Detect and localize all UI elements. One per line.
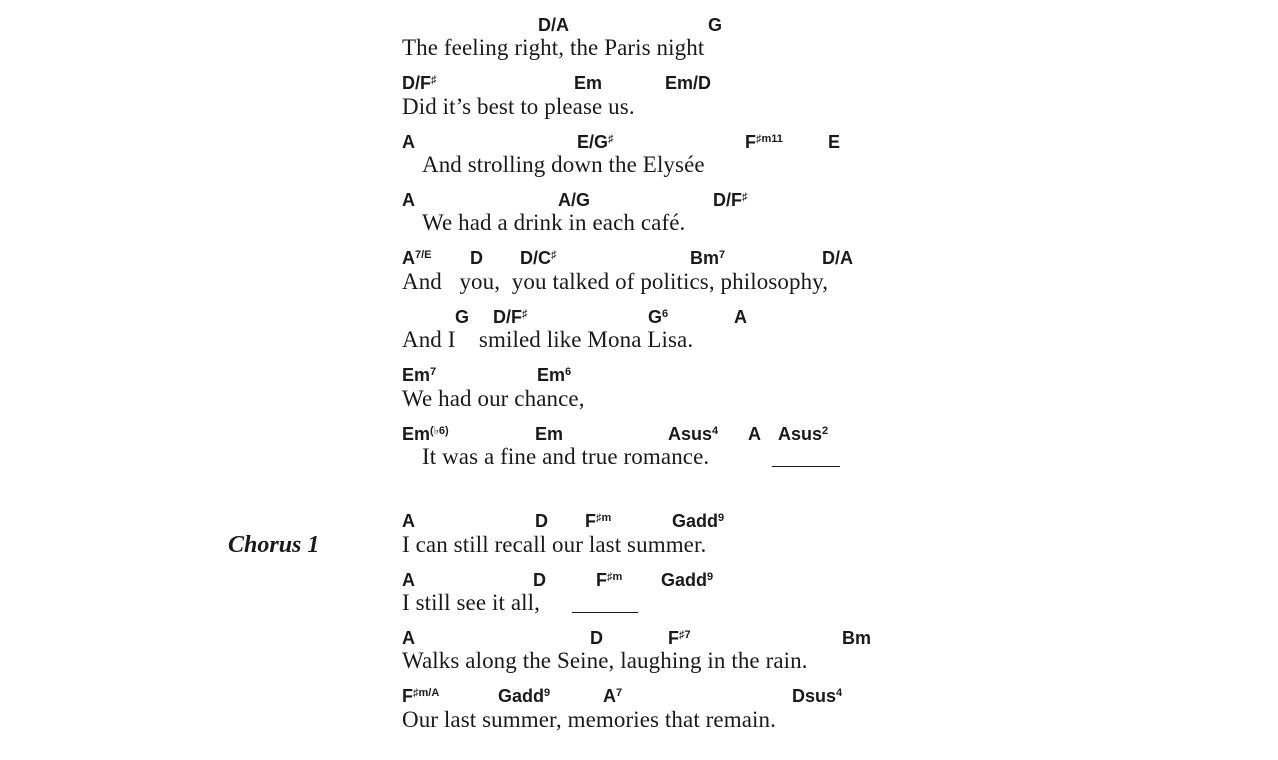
chord: A/G bbox=[558, 190, 591, 210]
chord: D/F♯ bbox=[713, 190, 748, 210]
lyric-blank-line bbox=[772, 466, 840, 467]
chord: D/F♯ bbox=[402, 73, 437, 93]
lyric-line: Our last summer, memories that remain. bbox=[402, 707, 776, 732]
chord: Em/D bbox=[665, 73, 712, 93]
chord: $A^{7/E}$ bbox=[402, 248, 432, 268]
chord: A bbox=[748, 424, 761, 444]
chord: Em$^6$ bbox=[537, 365, 572, 385]
chord: Asus$^4$ bbox=[668, 424, 719, 444]
chord: Bm bbox=[842, 628, 872, 648]
chord: Gadd$^9$ bbox=[672, 511, 725, 531]
lyric-blank-line bbox=[572, 612, 638, 613]
lyric-line: And strolling down the Elysée bbox=[422, 152, 705, 177]
lyric-line: The feeling right, the Paris night bbox=[402, 35, 705, 60]
lyric-line: And you, you talked of politics, philosophy, bbox=[402, 269, 829, 294]
lyric-line: We had our chance, bbox=[402, 386, 585, 411]
lyric-line: Walks along the Seine, laughing in the rain. bbox=[402, 648, 808, 673]
chord: $F^{♯m}$ bbox=[585, 511, 612, 531]
chord: E bbox=[828, 132, 841, 152]
chord: G bbox=[455, 307, 470, 327]
chord: A bbox=[402, 628, 415, 648]
chord: Gadd$^9$ bbox=[498, 686, 551, 706]
lyric-line: Did it’s best to please us. bbox=[402, 94, 635, 119]
chord: Gadd$^9$ bbox=[661, 570, 714, 590]
chord: Em bbox=[535, 424, 564, 444]
chord: D bbox=[535, 511, 548, 531]
chord: $F^{♯m}$ bbox=[596, 570, 623, 590]
chord: D bbox=[533, 570, 546, 590]
chord: $F^{♯7}$ bbox=[668, 628, 691, 648]
lyric-line: I still see it all, bbox=[402, 590, 540, 615]
chord: $F^{♯m/A}$ bbox=[402, 686, 440, 706]
chord: D bbox=[590, 628, 603, 648]
chord: D/A bbox=[538, 15, 569, 35]
chord: Em bbox=[574, 73, 603, 93]
chord: E/G♯ bbox=[577, 132, 614, 152]
lyric-line: And I smiled like Mona Lisa. bbox=[402, 327, 694, 352]
chord: G bbox=[708, 15, 723, 35]
chord: D/A bbox=[822, 248, 853, 268]
chord: A bbox=[402, 511, 415, 531]
chord: $F^{♯m11}$ bbox=[745, 132, 783, 152]
chord: $A^7$ bbox=[603, 686, 623, 706]
lyric-line: We had a drink in each café. bbox=[422, 210, 686, 235]
lyric-line: It was a fine and true romance. bbox=[422, 444, 710, 469]
lyric-line: I can still recall our last summer. bbox=[402, 532, 707, 557]
chord: A bbox=[734, 307, 747, 327]
section-label-chorus: Chorus 1 bbox=[228, 532, 320, 558]
chord: Asus$^2$ bbox=[778, 424, 829, 444]
chord: A bbox=[402, 190, 415, 210]
chord: $Em^{(♭6)}$ bbox=[402, 424, 449, 444]
chord: $G^6$ bbox=[648, 307, 669, 327]
chord: A bbox=[402, 132, 415, 152]
chord: Dsus$^4$ bbox=[792, 686, 843, 706]
chord: D bbox=[470, 248, 483, 268]
chord: D/C♯ bbox=[520, 248, 557, 268]
chord: A bbox=[402, 570, 415, 590]
chord: D/F♯ bbox=[493, 307, 528, 327]
chord: Em$^7$ bbox=[402, 365, 437, 385]
chord: Bm$^7$ bbox=[690, 248, 726, 268]
